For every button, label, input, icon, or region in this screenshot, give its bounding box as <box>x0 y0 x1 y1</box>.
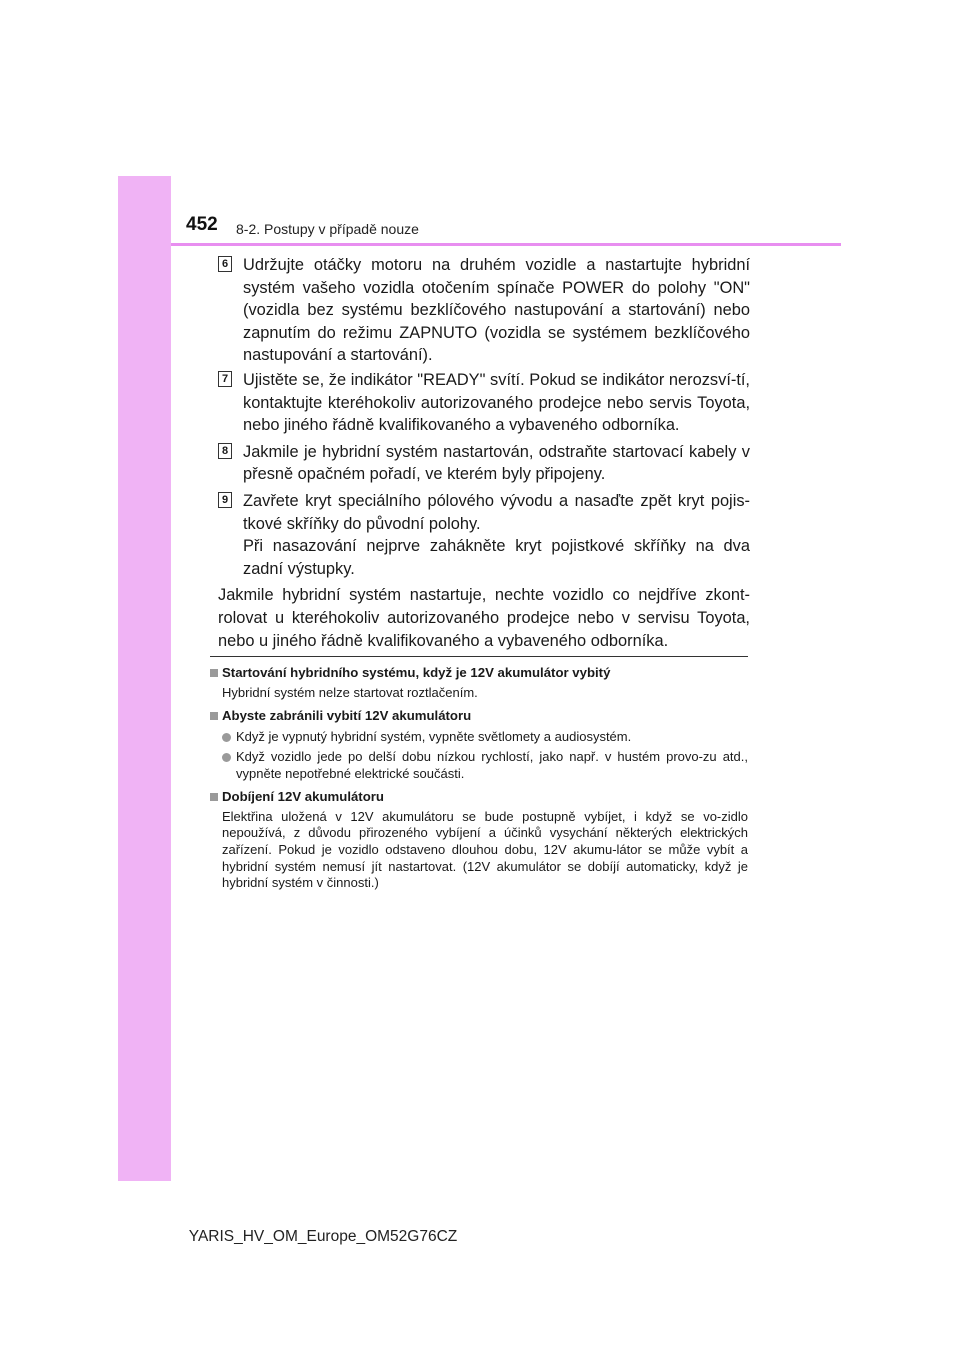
note-heading <box>210 665 748 682</box>
square-bullet-icon <box>210 793 218 801</box>
closing-paragraph: Jakmile hybridní systém nastartuje, nechte vozidlo co nejdříve zkont-rolovat u kteréhokoliv autorizovaného prodejce nebo v servisu Toyota, nebo u jiného řádně kvalifikovaného a vybaveného odborníka. <box>218 586 750 650</box>
step-number-badge: 9 <box>218 492 232 508</box>
note-heading-text: Startování hybridního systému, když je 12V akumulátor vybitý <box>222 665 611 680</box>
step-7 <box>218 369 750 437</box>
step-note: Při nasazování nejprve zahákněte kryt pojistkové skříňky na dva zadní výstupky. <box>243 537 750 578</box>
note-body: Hybridní systém nelze startovat roztlačením. <box>222 684 478 700</box>
step-number-badge: 7 <box>218 371 232 387</box>
step-text: Jakmile je hybridní systém nastartován, odstraňte startovací kabely v přesně opačném pořadí, ve kterém byly připojeny. <box>243 442 750 484</box>
step-6 <box>218 254 750 367</box>
notes-divider <box>210 656 748 657</box>
section-title: 8-2. Postupy v případě nouze <box>236 221 419 237</box>
square-bullet-icon <box>210 669 218 677</box>
note-heading-text: Dobíjení 12V akumulátoru <box>222 789 384 805</box>
page-number: 452 <box>186 214 218 235</box>
step-text: Udržujte otáčky motoru na druhém vozidle a nastartujte hybridní systém vašeho vozidla otočením spínače POWER do polohy "ON" (vozidla bez systému bezklíčového nastupování a startování) nebo zapnutím do režimu ZAPNUTO (vozidla se systémem bezklíčového nastupování a startování). <box>243 256 750 365</box>
list-item-text: Když vozidlo jede po delší dobu nízkou rychlostí, jako např. v hustém provo-zu atd., vypněte nepotřebné elektrické součásti. <box>236 749 748 781</box>
note-heading-text: Abyste zabránili vybití 12V akumulátoru <box>222 708 472 724</box>
step-number-badge: 6 <box>218 256 232 272</box>
note-prevent-discharge <box>210 708 748 782</box>
square-bullet-icon <box>210 712 218 720</box>
note-body: Elektřina uložená v 12V akumulátoru se bude postupně vybíjet, i když se vo-zidlo nepoužívá, z důvodu přirozeného vybíjení a účinků vysychání některých elektrických zařízení. Pokud je vozidlo odstaveno dlouhou dobu, 12V akumu-látor se může vybít a hybridní systém nemusí jít nastartovat. (12V akumulátor se dobíjí automaticky, když je hybridní systém v činnosti.) <box>222 808 748 891</box>
step-8 <box>218 441 750 486</box>
document-code-footer: YARIS_HV_OM_Europe_OM52G76CZ <box>188 1228 458 1245</box>
step-number-badge: 8 <box>218 443 232 459</box>
step-text: Zavřete kryt speciálního pólového vývodu a nasaďte zpět kryt pojis-tkové skříňky do původní polohy. <box>243 491 750 533</box>
procedure-steps <box>218 254 750 652</box>
step-text: Ujistěte se, že indikátor "READY" svítí. Pokud se indikátor nerozsví-tí, kontaktujte kteréhokoliv autorizovaného prodejce nebo servis Toyota, nebo jiného řádně kvalifikovaného a vybaveného odborníka. <box>243 370 750 435</box>
side-tab-bar <box>118 176 171 1181</box>
list-item-text: Když je vypnutý hybridní systém, vypněte světlomety a audiosystém. <box>236 728 632 744</box>
note-recharging <box>210 789 748 891</box>
header-rule <box>171 243 841 246</box>
note-starting-dead-battery <box>210 665 748 701</box>
list-item <box>210 729 748 746</box>
circle-bullet-icon <box>222 733 231 742</box>
note-heading <box>210 789 748 806</box>
list-item <box>210 749 748 782</box>
circle-bullet-icon <box>222 753 231 762</box>
notes-section <box>210 665 748 899</box>
note-heading <box>210 708 748 725</box>
step-9 <box>218 490 750 580</box>
